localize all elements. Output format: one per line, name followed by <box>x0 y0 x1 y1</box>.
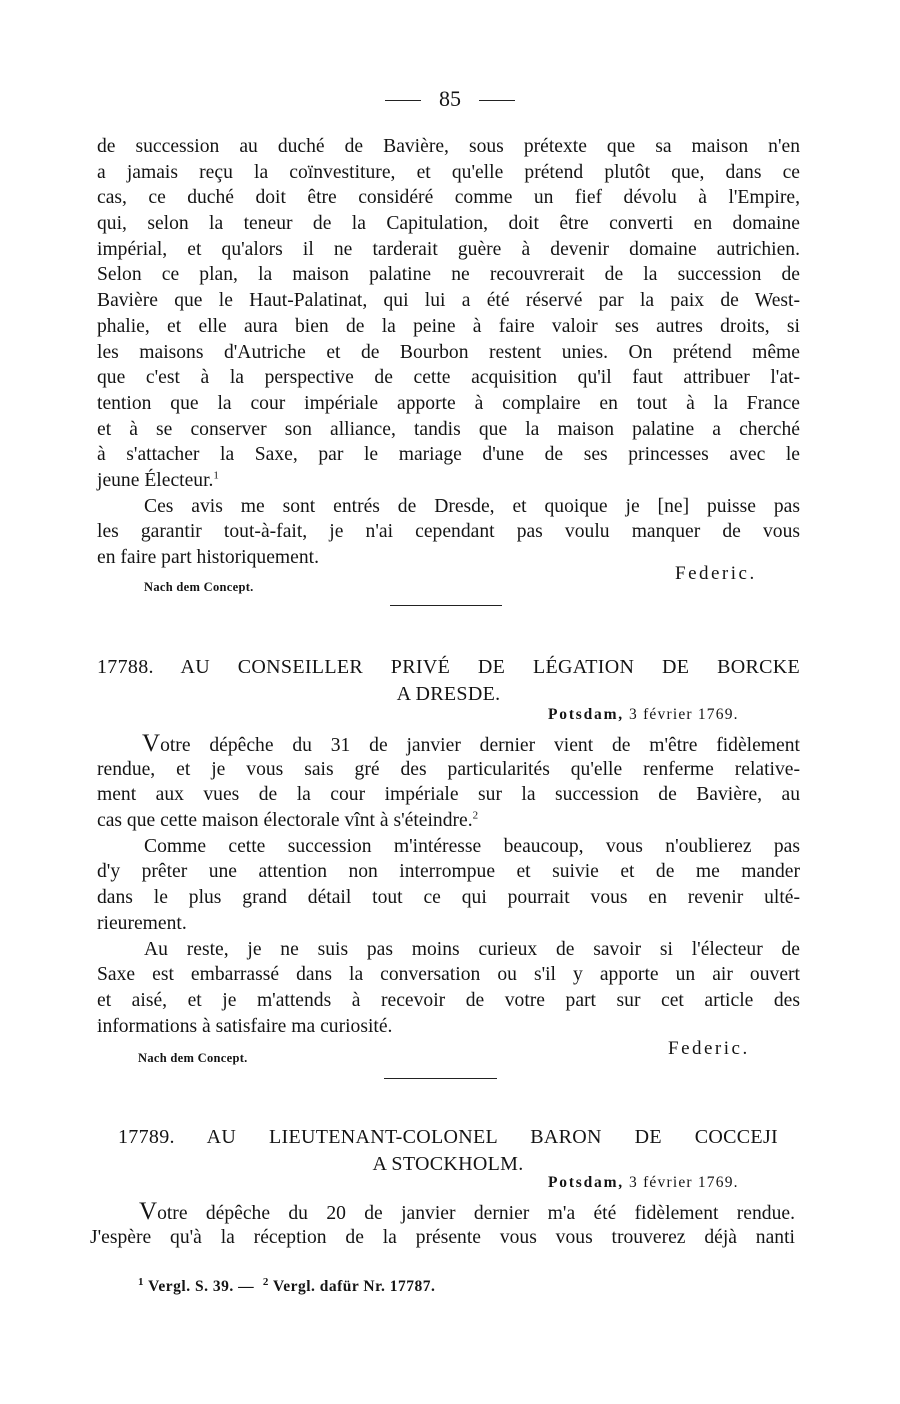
text-line: a jamais reçu la coïnvestiture, et qu'elle prétend plutôt que, dans ce <box>97 161 800 183</box>
dateline <box>548 706 739 724</box>
heading-line: A STOCKHOLM. <box>372 1153 524 1175</box>
dateline <box>548 1174 739 1192</box>
text-line: informations à satisfaire ma curiosité. <box>97 1015 393 1037</box>
text-line: et à se conserver son alliance, tandis que la maison palatine a cherché <box>97 418 800 440</box>
letter-heading <box>118 1124 778 1178</box>
text-line <box>97 468 800 494</box>
dateline-place: Potsdam, <box>548 1174 624 1191</box>
text-fragment: cas que cette maison électorale vînt à s'éteindre. <box>97 810 473 832</box>
dateline-place: Potsdam, <box>548 706 624 723</box>
drop-cap: V <box>142 730 161 757</box>
text-line: dans le plus grand détail tout ce qui pourrait vous en revenir ulté- <box>97 887 800 909</box>
text-fragment: jeune Électeur. <box>97 469 214 491</box>
text-line: en faire part historiquement. <box>97 547 319 568</box>
text-line: rieurement. <box>97 912 187 934</box>
signature: Federic. <box>675 563 757 584</box>
text-line: Selon ce plan, la maison palatine ne recouvrerait de la succession de <box>97 264 800 286</box>
text-line: de succession au duché de Bavière, sous prétexte que sa maison n'en <box>97 136 800 157</box>
dateline-date: 3 février 1769. <box>629 706 739 723</box>
signature: Federic. <box>668 1038 750 1059</box>
text-line <box>97 808 800 834</box>
text-line: impérial, et qu'alors il ne tarderait guère à devenir domaine autrichien. <box>97 238 800 260</box>
text-line: Au reste, je ne suis pas moins curieux de savoir si l'électeur de <box>144 938 800 960</box>
text-line: à s'attacher la Saxe, par le mariage d'une de ses princesses avec le <box>97 444 800 466</box>
text-line: J'espère qu'à la réception de la présente vous vous trouverez déjà nanti <box>90 1226 795 1248</box>
header-dash-left <box>385 100 421 101</box>
section-divider <box>384 1078 497 1079</box>
source-note: Nach dem Concept. <box>138 1051 248 1065</box>
drop-cap: V <box>139 1198 158 1225</box>
text-line: Comme cette succession m'intéresse beaucoup, vous n'oublierez pas <box>144 835 800 857</box>
letter-heading <box>97 654 800 708</box>
footnote-1: Vergl. S. 39. — <box>148 1278 255 1295</box>
text-line: les garantir tout-à-fait, je n'ai cependant pas voulu manquer de vous <box>97 521 800 543</box>
text-line: rendue, et je vous sais gré des particularités qu'elle renferme relative- <box>97 758 800 780</box>
continued-letter-paragraph <box>97 134 800 571</box>
text-line: cas, ce duché doit être considéré comme un fief dévolu à l'Empire, <box>97 187 800 209</box>
text-line: que c'est à la perspective de cette acquisition qu'il faut attribuer l'at- <box>97 367 800 389</box>
text-line: tention que la cour impériale apporte à complaire en tout à la France <box>97 392 800 414</box>
text-line <box>97 731 800 757</box>
source-note: Nach dem Concept. <box>144 580 254 594</box>
text-line: et aisé, et je m'attends à recevoir de votre part sur cet article des <box>97 989 800 1011</box>
heading-line: A DRESDE. <box>396 683 501 705</box>
text-line: Ces avis me sont entrés de Dresde, et quoique je [ne] puisse pas <box>144 495 800 517</box>
text-fragment: otre dépêche du 20 de janvier dernier m'a été fidèlement rendue. <box>157 1203 795 1224</box>
footnotes <box>138 1275 436 1296</box>
footnote-ref-1[interactable]: 1 <box>213 469 219 482</box>
text-line: Saxe est embarrassé dans la conversation ou s'il y apporte un air ouvert <box>97 964 800 986</box>
heading-line: 17788. AU CONSEILLER PRIVÉ DE LÉGATION DE BORCKE <box>97 656 800 678</box>
text-fragment: otre dépêche du 31 de janvier dernier vient de m'être fidèlement <box>160 735 800 756</box>
footnote-mark-1: 1 <box>138 1275 144 1288</box>
text-line: les maisons d'Autriche et de Bourbon restent unies. On prétend même <box>97 341 800 363</box>
letter-body <box>97 731 800 1039</box>
section-divider <box>390 605 502 606</box>
text-line: Bavière que le Haut-Palatinat, qui lui a été réservé par la paix de West- <box>97 290 800 312</box>
dateline-date: 3 février 1769. <box>629 1174 739 1191</box>
text-line <box>90 1199 795 1225</box>
page-header <box>0 86 900 112</box>
footnote-2: Vergl. dafür Nr. 17787. <box>272 1278 436 1295</box>
heading-line: 17789. AU LIEUTENANT-COLONEL BARON DE COCCEJI <box>118 1126 778 1148</box>
header-dash-right <box>479 100 515 101</box>
page-number: 85 <box>439 86 461 111</box>
text-line: ment aux vues de la cour impériale sur la succession de Bavière, au <box>97 784 800 806</box>
letter-body <box>90 1199 795 1250</box>
footnote-mark-2: 2 <box>262 1275 269 1288</box>
footnote-ref-2[interactable]: 2 <box>472 809 479 822</box>
text-line: qui, selon la teneur de la Capitulation, doit être converti en domaine <box>97 213 800 235</box>
text-line: phalie, et elle aura bien de la peine à faire valoir ses autres droits, si <box>97 315 800 337</box>
text-line: d'y prêter une attention non interrompue et suivie et de me mander <box>97 861 800 883</box>
